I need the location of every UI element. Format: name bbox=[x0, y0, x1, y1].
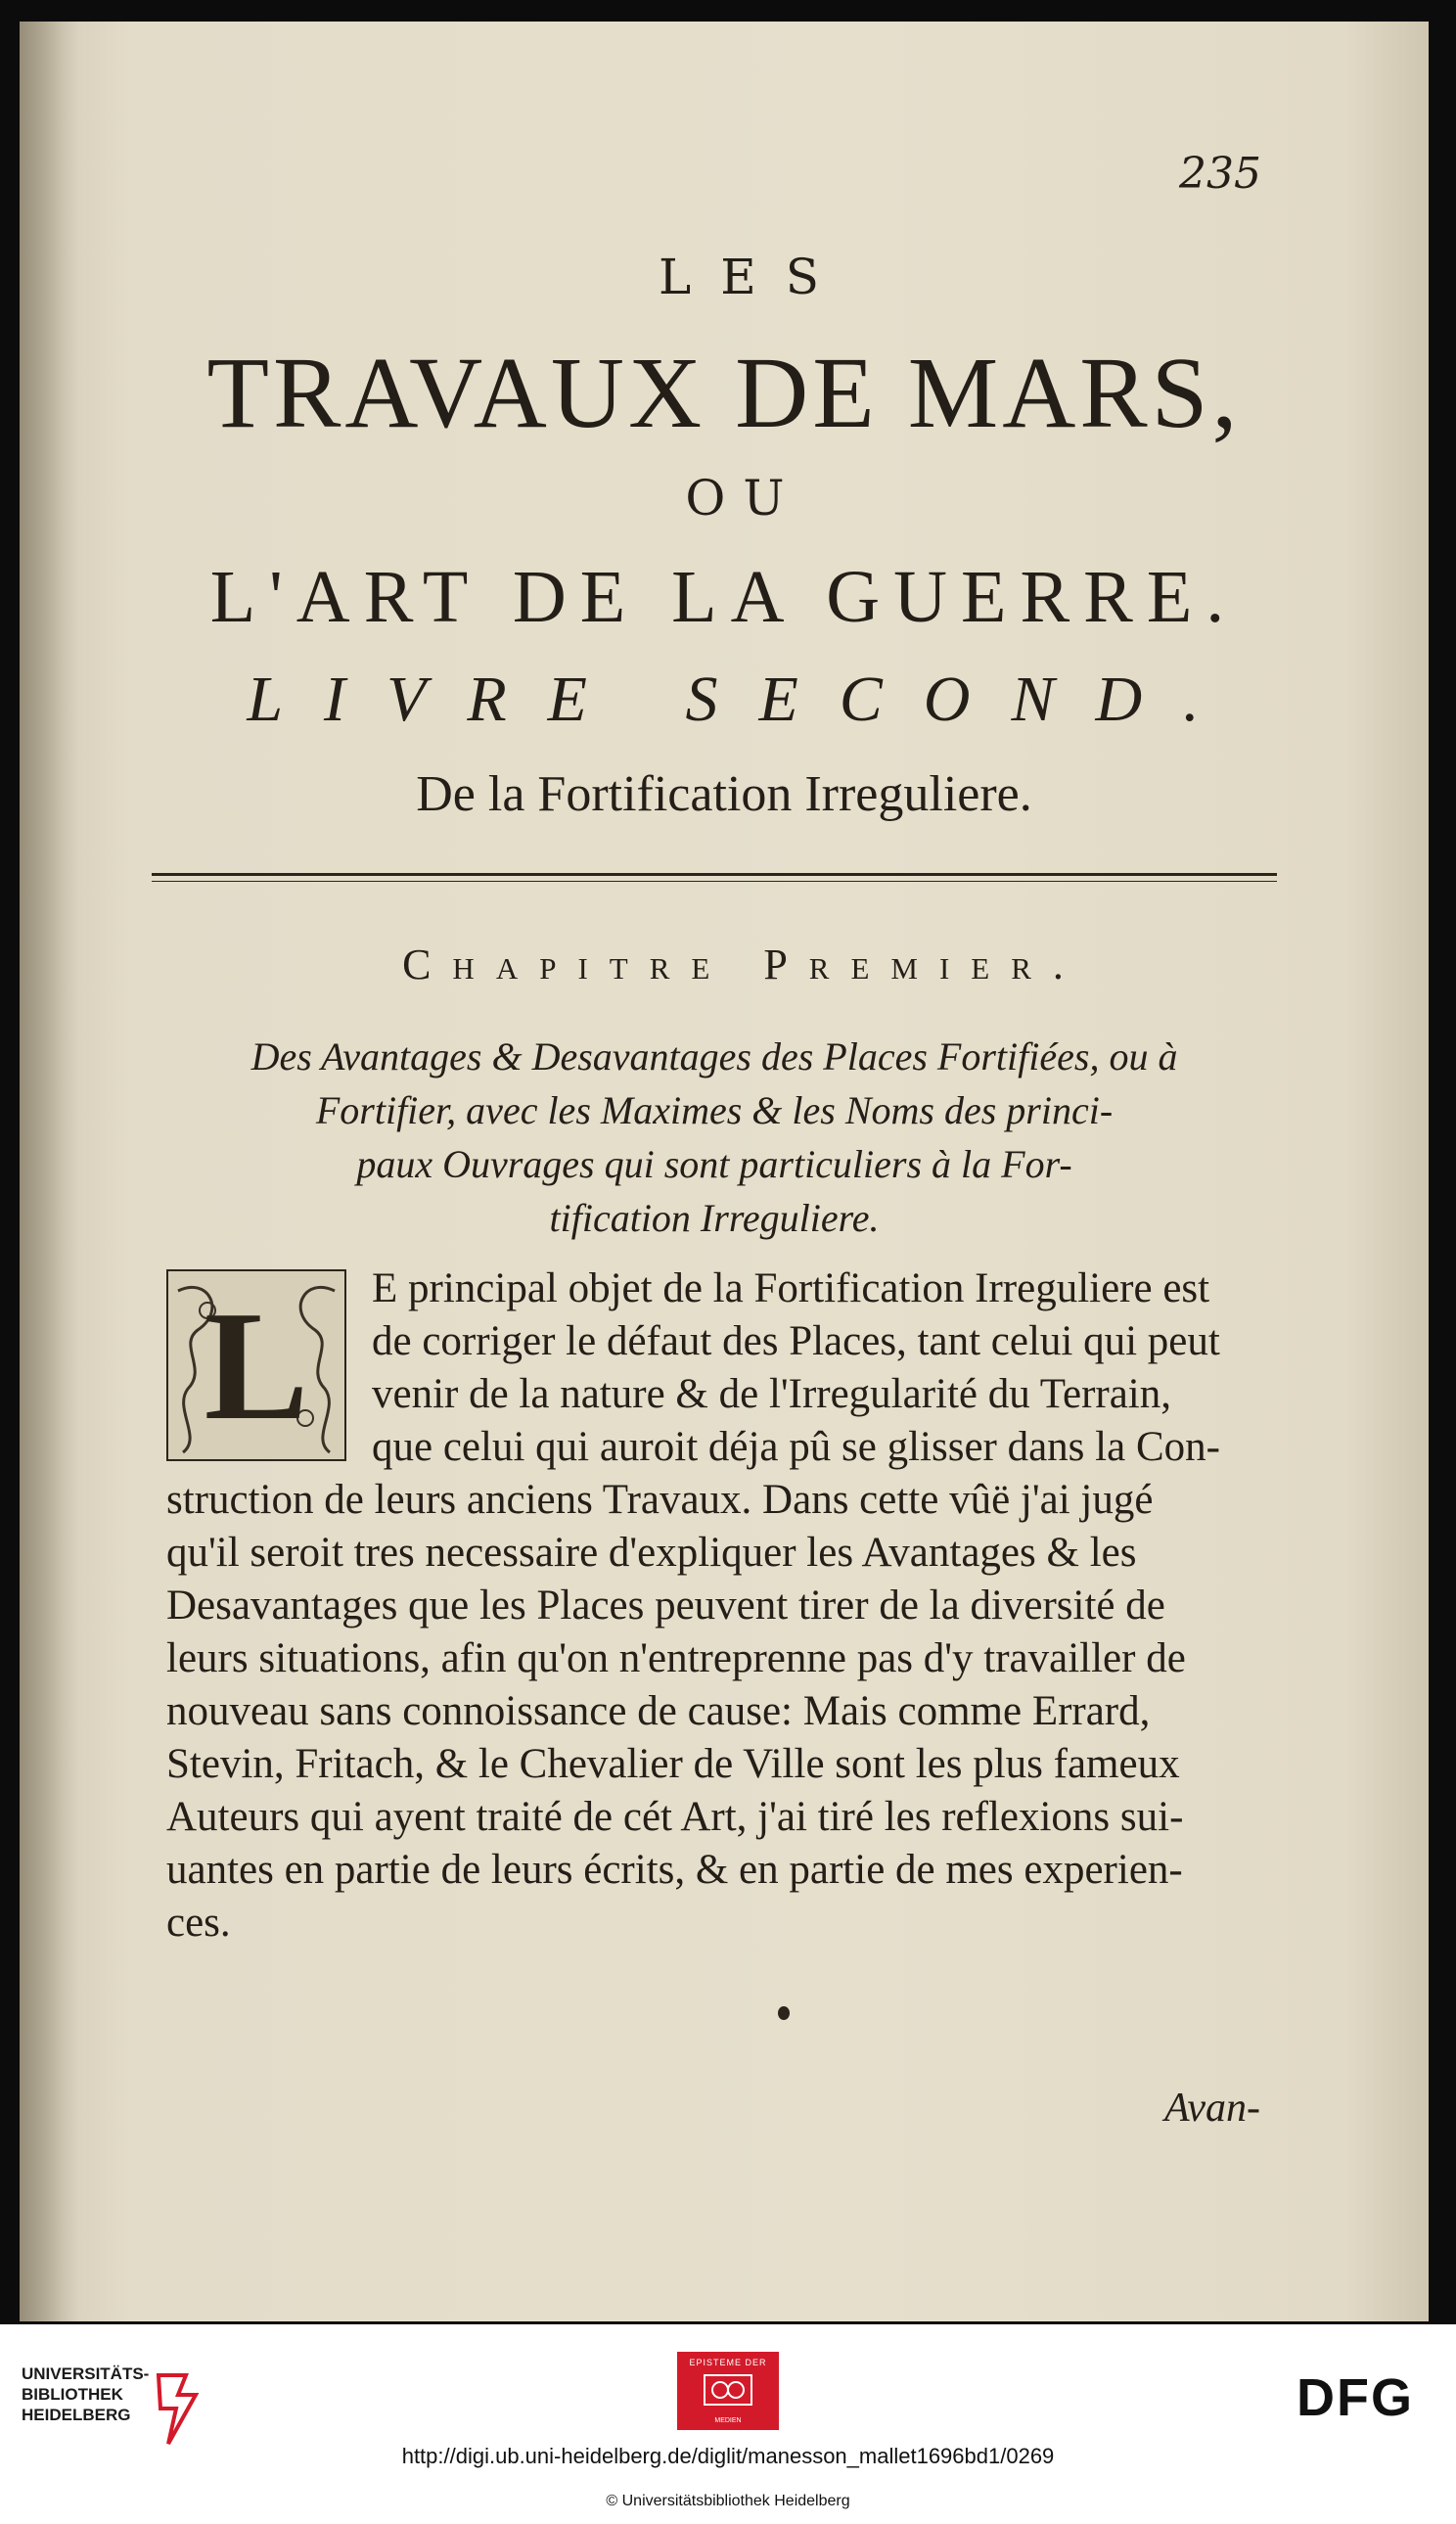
chapter-heading: Chapitre Premier. bbox=[402, 941, 1085, 988]
title-art-de-la-guerre: L'ART DE LA GUERRE. bbox=[209, 556, 1239, 638]
catchword: Avan- bbox=[1164, 2086, 1260, 2131]
divider-rule bbox=[152, 873, 1277, 882]
body-line: uantes en partie de leurs écrits, & en partie de mes experien- bbox=[166, 1847, 1183, 1893]
library-line: BIBLIOTHEK bbox=[22, 2385, 123, 2404]
chapter-description bbox=[152, 1030, 1277, 1245]
body-line: que celui qui auroit déja pû se glisser dans la Con- bbox=[372, 1424, 1220, 1470]
chapter-desc-line: Fortifier, avec les Maximes & les Noms des princi- bbox=[315, 1088, 1114, 1132]
page-number: 235 bbox=[1179, 149, 1261, 199]
body-line: nouveau sans connoissance de cause: Mais comme Errard, bbox=[166, 1688, 1151, 1734]
library-line: UNIVERSITÄTS- bbox=[22, 2364, 150, 2383]
body-line: struction de leurs anciens Travaux. Dans cette vûë j'ai jugé bbox=[166, 1477, 1154, 1523]
copyright-notice: © Universitätsbibliothek Heidelberg bbox=[606, 2493, 850, 2509]
episteme-logo[interactable] bbox=[677, 2352, 779, 2430]
body-line: qu'il seroit tres necessaire d'expliquer les Avantages & les bbox=[166, 1530, 1137, 1576]
body-line: E principal objet de la Fortification Irreguliere est bbox=[372, 1265, 1210, 1311]
body-line: Auteurs qui ayent traité de cét Art, j'ai tiré les reflexions sui- bbox=[166, 1794, 1184, 1840]
body-line: venir de la nature & de l'Irregularité du Terrain, bbox=[372, 1371, 1171, 1417]
chapter-desc-line: Des Avantages & Desavantages des Places Fortifiées, ou à bbox=[250, 1034, 1178, 1078]
initial-letter: L bbox=[204, 1278, 309, 1452]
body-paragraph bbox=[166, 1262, 1282, 1950]
book-page bbox=[20, 22, 1429, 2321]
dfg-logo[interactable]: DFG bbox=[1297, 2368, 1414, 2427]
title-main: TRAVAUX DE MARS, bbox=[206, 337, 1242, 449]
printer-ornament-dot bbox=[778, 2006, 790, 2020]
episteme-title: EPISTEME DER bbox=[689, 2358, 767, 2367]
body-line: ces. bbox=[166, 1900, 231, 1946]
footer bbox=[0, 2324, 1456, 2524]
body-line: Desavantages que les Places peuvent tirer de la diversité de bbox=[166, 1583, 1165, 1629]
title-subtitle: De la Fortification Irreguliere. bbox=[416, 766, 1032, 822]
title-ou: OU bbox=[685, 470, 802, 527]
library-line: HEIDELBERG bbox=[22, 2406, 131, 2424]
title-livre-second: LIVRE SECOND. bbox=[247, 664, 1241, 735]
body-line: leurs situations, afin qu'on n'entreprenne pas d'y travailler de bbox=[166, 1635, 1186, 1681]
university-library-logo[interactable] bbox=[22, 2363, 207, 2452]
chapter-desc-line: tification Irreguliere. bbox=[549, 1196, 880, 1240]
title-les: LES bbox=[659, 249, 848, 305]
library-name bbox=[22, 2363, 149, 2425]
permalink-url[interactable]: http://digi.ub.uni-heidelberg.de/diglit/manesson_mallet1696bd1/0269 bbox=[401, 2444, 1055, 2468]
library-mark-icon bbox=[147, 2369, 204, 2448]
body-line: Stevin, Fritach, & le Chevalier de Ville sont les plus fameux bbox=[166, 1741, 1180, 1787]
episteme-sub: MEDIEN bbox=[714, 2417, 742, 2424]
body-line: de corriger le défaut des Places, tant celui qui peut bbox=[372, 1318, 1220, 1364]
chapter-desc-line: paux Ouvrages qui sont particuliers à la For- bbox=[356, 1142, 1072, 1186]
